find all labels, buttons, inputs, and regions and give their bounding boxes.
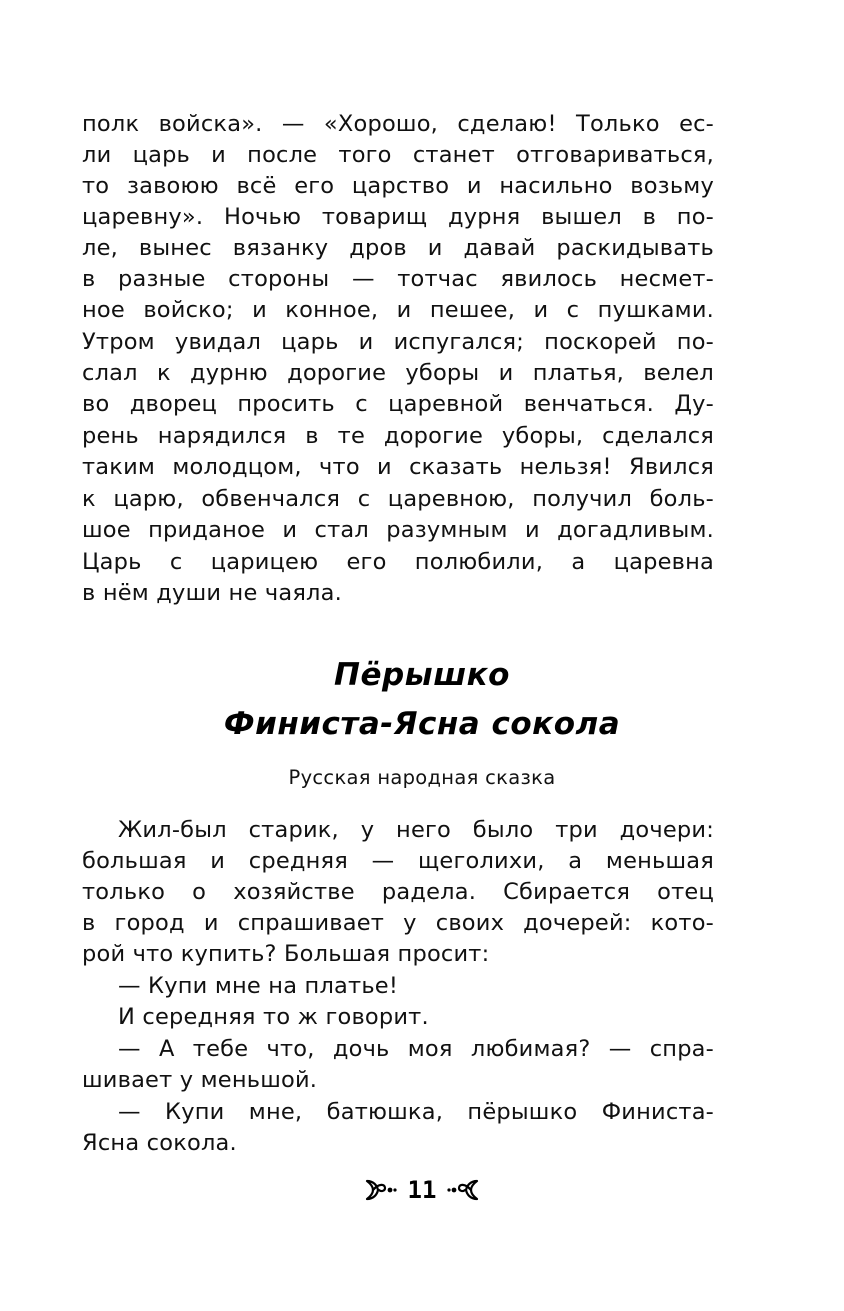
text-line: — А тебе что, дочь моя любимая? — спра- — [118, 1036, 714, 1062]
text-line: рой что купить? Большая просит: — [82, 941, 490, 967]
page-number: 11 — [407, 1176, 437, 1204]
text-line: таким молодцом, что и сказать нельзя! Явился — [82, 454, 714, 480]
text-line: во дворец просить с царевной венчаться. Ду- — [82, 391, 714, 417]
text-line: в город и спрашивает у своих дочерей: кото- — [82, 910, 714, 936]
text-line: Царь с царицею его полюбили, а царевна — [82, 549, 714, 575]
text-line: большая и средняя — щеголихи, а меньшая — [82, 848, 714, 874]
text-line: Утром увидал царь и испугался; поскорей по- — [82, 329, 714, 355]
text-line: шое приданое и стал разумным и догадливым. — [82, 517, 714, 543]
text-line: Ясна сокола. — [82, 1130, 237, 1156]
text-line: И середняя то ж говорит. — [118, 1004, 429, 1030]
text-line: Жил-был старик, у него было три дочери: — [118, 817, 714, 843]
text-line: полк войска». — «Хорошо, сделаю! Только ес- — [82, 111, 714, 137]
text-line: то завоюю всё его царство и насильно возьму — [82, 173, 714, 199]
story-title-line-1: Пёрышко — [334, 657, 510, 693]
text-line: ле, вынес вязанку дров и давай раскидывать — [82, 235, 714, 261]
text-line: в разные стороны — тотчас явилось несмет- — [82, 266, 714, 292]
text-line: ли царь и после того станет отговариваться, — [82, 142, 714, 168]
text-line: к царю, обвенчался с царевною, получил боль- — [82, 486, 714, 512]
text-line: шивает у меньшой. — [82, 1067, 318, 1093]
page-footer — [0, 1172, 844, 1208]
text-line: царевну». Ночью товарищ дурня вышел в по- — [82, 204, 714, 230]
text-line: слал к дурню дорогие уборы и платья, велел — [82, 360, 714, 386]
story-title-line-2: Финиста-Ясна сокола — [223, 706, 621, 742]
text-line: рень нарядился в те дорогие уборы, сделался — [82, 423, 714, 449]
text-line: — Купи мне, батюшка, пёрышко Финиста- — [118, 1099, 714, 1125]
text-line: — Купи мне на платье! — [118, 973, 399, 999]
ornament-left-icon — [364, 1177, 398, 1203]
text-line: только о хозяйстве радела. Сбирается отец — [82, 879, 714, 905]
ornament-right-icon — [446, 1177, 480, 1203]
story-subtitle: Русская народная сказка — [288, 766, 556, 789]
text-line: в нём души не чаяла. — [82, 580, 342, 606]
text-line: ное войско; и конное, и пешее, и с пушками. — [82, 297, 714, 323]
